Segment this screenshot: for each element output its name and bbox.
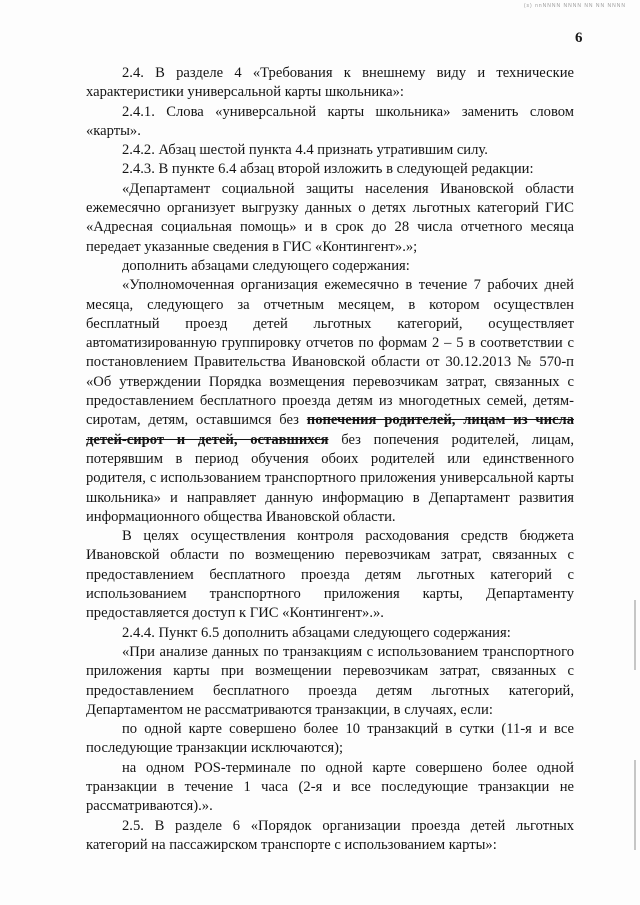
paragraph-text: без попечения родителей, лицам, потерявшим в период обучения обоих родителей или единственного родителя, с использованием транспортного приложения универсальной карты школьника» и направляет данную информацию в Департамент развития информационного общества Ивановской области. [86, 431, 574, 525]
paragraph: дополнить абзацами следующего содержания: [122, 257, 410, 274]
struck-text: попечения родителей, лицам из числа детей-сирот и детей, оставшихся [86, 412, 574, 448]
paragraph-text: «Уполномоченная организация ежемесячно в течение 7 рабочих дней месяца, следующего за отчетным месяцем, в котором осуществлен бесплатный проезд детей льготных категорий, осуществляет автоматизированную группировку отчетов по формам 2 – 5 в соответствии с постановлением Правительства Ивановской области от 30.12.2013 № 570-п «Об утверждении Порядка возмещения перевозчикам затрат, связанных с предоставлением бесплатного проезда детям из многодетных семей, детям-сиротам, детям, оставшимся без [86, 277, 574, 429]
scan-header-mark: (s) nnNNNN NNNN NN NN NNNN [523, 3, 626, 9]
paragraph: 2.4.4. Пункт 6.5 дополнить абзацами следующего содержания: [122, 624, 511, 641]
paragraph: «Департамент социальной защиты населения Ивановской области ежемесячно организует выгрузку данных о детях льготных категорий ГИС «Адресная социальная помощь» и в срок до 28 числа отчетного месяца передает указанные сведения в ГИС «Контингент».»; [86, 180, 574, 255]
document-body [86, 64, 574, 855]
paragraph: по одной карте совершено более 10 транзакций в сутки (11-я и все последующие транзакции исключаются); [86, 721, 574, 757]
page-number: 6 [575, 30, 583, 46]
paragraph: 2.4.3. В пункте 6.4 абзац второй изложить в следующей редакции: [122, 161, 534, 178]
paragraph-with-strikethrough [86, 276, 574, 527]
paragraph: 2.4. В разделе 4 «Требования к внешнему виду и технические характеристики универсальной карты школьника»: [86, 65, 574, 101]
scan-edge-mark [634, 760, 636, 850]
paragraph: на одном POS-терминале по одной карте совершено более одной транзакции в течение 1 часа (2-я и все последующие транзакции не рассматриваются).». [86, 759, 574, 815]
paragraph: 2.4.1. Слова «универсальной карты школьника» заменить словом «карты». [86, 103, 574, 139]
paragraph: 2.5. В разделе 6 «Порядок организации проезда детей льготных категорий на пассажирском транспорте с использованием карты»: [86, 817, 574, 853]
paragraph: В целях осуществления контроля расходования средств бюджета Ивановской области по возмещению перевозчикам затрат, связанных с предоставлением бесплатного проезда детям льготных категорий с использованием транспортного приложения карты, Департаменту предоставляется доступ к ГИС «Контингент».». [86, 528, 574, 622]
paragraph: 2.4.2. Абзац шестой пункта 4.4 признать утратившим силу. [122, 142, 488, 159]
scan-edge-mark [634, 600, 636, 670]
paragraph: «При анализе данных по транзакциям с использованием транспортного приложения карты при возмещении перевозчикам затрат, связанных с предоставлением бесплатного проезда детям льготных категорий, Департаментом не рассматриваются транзакции, в случаях, если: [86, 643, 574, 718]
